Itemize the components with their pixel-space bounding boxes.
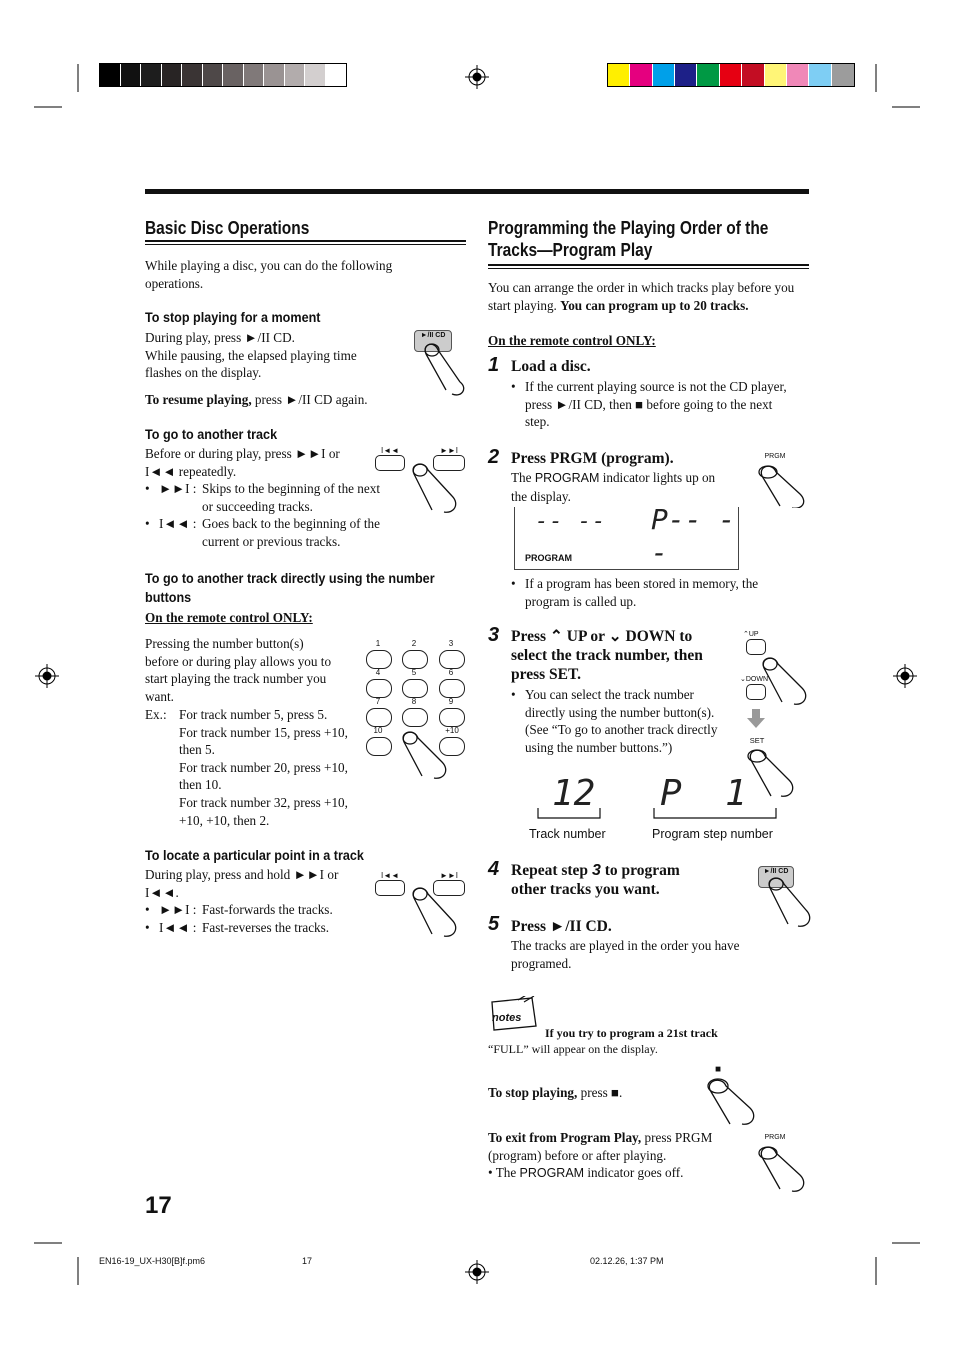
example-2 (145, 724, 350, 759)
heading-number-buttons: To go to another track directly using the number buttons (145, 570, 435, 605)
program-word: PROGRAM (519, 1166, 585, 1180)
locate-bullets (145, 901, 385, 936)
key-label: 4 (375, 668, 381, 677)
color-swatch (100, 64, 121, 86)
resume-text (145, 391, 368, 409)
color-swatch (608, 64, 630, 86)
stop-rest: press ■. (577, 1085, 623, 1100)
resume-bold: To resume playing, (145, 392, 252, 407)
text-b: indicator lights up on the display. (511, 470, 716, 504)
bullet-symbol: I◄◄ : (159, 919, 197, 935)
list-item: • I◄◄ : Fast-reverses the tracks. (145, 919, 330, 935)
color-swatch (182, 64, 203, 86)
number-key-3[interactable] (439, 650, 465, 669)
exit-rest: press PRGM (program) before or after playing. (488, 1130, 713, 1163)
resume-rest: press ►/II CD again. (251, 392, 368, 407)
number-key-10[interactable] (366, 737, 392, 756)
color-swatch (697, 64, 719, 86)
step-heading: Press ⌃ UP or ⌄ DOWN to select the track number, then press SET. (511, 628, 703, 683)
exit-program-text (488, 1129, 738, 1164)
down-label-text: DOWN (745, 676, 769, 683)
program-indicator: PROGRAM (525, 553, 572, 563)
head-b: to program other tracks you want. (511, 862, 680, 898)
step-number: 3 (488, 624, 500, 646)
up-button[interactable] (746, 639, 766, 655)
step5-text: The tracks are played in the order you have programed. (511, 938, 740, 971)
page-number: 17 (145, 1192, 172, 1219)
head-num: 3 (591, 862, 601, 879)
intro-bold: You can program up to 20 tracks. (560, 297, 749, 313)
step2-bullet: • If a program has been stored in memory, the program is called up. (511, 575, 796, 610)
display-panel (514, 503, 739, 570)
finger-press-icon (418, 340, 472, 398)
list-item: • ►►I : Fast-forwards the tracks. (145, 902, 333, 917)
step-heading: Press PRGM (program). (511, 450, 674, 467)
color-swatch (141, 64, 162, 86)
number-key-4[interactable] (366, 679, 392, 698)
bullet-b: indicator goes off. (584, 1165, 684, 1180)
key-label: 10 (373, 726, 383, 735)
step-heading: Load a disc. (511, 358, 591, 375)
number-buttons-text: Pressing the number button(s) before or during play allows you to start playing the track number you want. (145, 636, 332, 704)
footer-date: 02.12.26, 1:37 PM (590, 1256, 664, 1266)
color-swatch (121, 64, 142, 86)
example-3-text: For track number 20, press +10, then 10. (179, 759, 348, 793)
program-step-display: P 1 (660, 773, 747, 814)
step-heading (511, 861, 716, 899)
prgm-label: PRGM (764, 1134, 786, 1141)
example-4-text: For track number 32, press +10, +10, +10, then 2. (179, 794, 348, 828)
color-swatch (809, 64, 831, 86)
title-underline (145, 240, 466, 245)
next-label: ►►I (439, 871, 459, 880)
stop-text (145, 329, 395, 382)
number-key-6[interactable] (439, 679, 465, 698)
color-swatch (787, 64, 809, 86)
number-key-1[interactable] (366, 650, 392, 669)
title-underline (488, 264, 809, 269)
color-swatch (223, 64, 244, 86)
color-swatch (203, 64, 224, 86)
finger-press-icon (408, 886, 464, 938)
key-label: 3 (448, 639, 454, 648)
number-key-7[interactable] (366, 708, 392, 727)
prgm-button[interactable] (756, 1143, 810, 1193)
key-label: 8 (411, 697, 417, 706)
stop-p1: During play, press ►/II CD. (145, 330, 295, 345)
color-swatch (675, 64, 697, 86)
color-swatch (285, 64, 306, 86)
prev-label: I◄◄ (380, 871, 400, 880)
cd-button-label: ►/II CD (420, 332, 446, 339)
program-intro (488, 279, 804, 314)
bullet-text: You can select the track number directly using the number button(s). (See “To go to another track directly using the number buttons.”) (525, 687, 718, 755)
text-a: The (511, 470, 535, 485)
prev-label: I◄◄ (380, 446, 400, 455)
color-swatch (630, 64, 652, 86)
down-label: ⌄DOWN (740, 676, 769, 683)
section-title-program-1: Programming the Playing Order of the (488, 218, 769, 238)
color-swatch (765, 64, 787, 86)
key-label: 5 (411, 668, 417, 677)
bullet-a: The (495, 1165, 520, 1180)
grayscale-bar (99, 63, 347, 87)
heading-stop: To stop playing for a moment (145, 309, 321, 325)
cd-button-label: ►/II CD (763, 868, 789, 875)
color-bar (607, 63, 855, 87)
next-label: ►►I (439, 446, 459, 455)
color-swatch (742, 64, 764, 86)
up-label: ⌃UP (743, 631, 759, 638)
set-button[interactable] (745, 746, 801, 800)
bullet-text: Fast-reverses the tracks. (202, 919, 330, 935)
down-arrow-icon (747, 709, 765, 729)
color-swatch (244, 64, 265, 86)
example-2-text: For track number 15, press +10, then 5. (179, 724, 348, 758)
example-1: For track number 5, press 5. (179, 707, 328, 722)
step-number: 5 (488, 913, 500, 935)
section-title-program-2: Tracks—Program Play (488, 240, 653, 260)
intro-text: While playing a disc, you can do the following operations. (145, 258, 393, 291)
notes-text: “FULL” will appear on the display. (488, 1042, 658, 1056)
number-key-5[interactable] (402, 679, 428, 698)
list-item: • I◄◄ : Goes back to the beginning of the current or previous tracks. (145, 515, 385, 550)
locate-text: During play, press and hold ►►I or I◄◄. (145, 867, 339, 900)
step2-text (511, 469, 731, 505)
bullet-text: Skips to the beginning of the next or succeeding tracks. (202, 481, 381, 514)
bullet-text: If the current playing source is not the CD player, press ►/II CD, then ■ before going to the next step. (525, 379, 787, 430)
heading-another-track: To go to another track (145, 426, 278, 442)
step-heading: Press ►/II CD. (511, 918, 612, 935)
key-label: 2 (411, 639, 417, 648)
display-left: -- -- (535, 509, 607, 534)
color-swatch (162, 64, 183, 86)
step3-bullet: • You can select the track number directly using the number button(s). (See “To go to another track directly using the number buttons.”) (511, 686, 726, 756)
bullet-text: Fast-forwards the tracks. (202, 902, 333, 917)
footer-page: 17 (302, 1256, 313, 1266)
track-number-display: 12 (552, 773, 596, 814)
key-label: 1 (375, 639, 381, 648)
stop-label: ■ (714, 1064, 722, 1075)
finger-press-icon (764, 876, 816, 930)
set-label: SET (749, 736, 765, 745)
prgm-label: PRGM (764, 453, 786, 460)
head-a: Repeat step (511, 862, 592, 879)
stop-playing-text (488, 1084, 622, 1102)
notes-icon-text: notes (492, 1012, 522, 1024)
example-4 (145, 794, 350, 829)
notes-title: If you try to program a 21st track (545, 1026, 718, 1040)
list-item: • ►►I : Skips to the beginning of the next or succeeding tracks. (145, 480, 385, 515)
display-right: P-- -- (651, 503, 736, 569)
color-swatch (832, 64, 854, 86)
number-key-8[interactable] (402, 708, 428, 727)
color-swatch (305, 64, 326, 86)
bullet-text: Goes back to the beginning of the current or previous tracks. (202, 516, 380, 549)
step-number: 2 (488, 446, 500, 468)
step-number: 1 (488, 354, 500, 376)
finger-press-icon (408, 462, 464, 514)
up-label-text: UP (748, 631, 759, 638)
example-3 (145, 759, 350, 794)
another-track-bullets (145, 480, 385, 550)
program-step-caption: Program step number (652, 827, 773, 841)
step-number: 4 (488, 858, 500, 880)
number-key-2[interactable] (402, 650, 428, 669)
heading-locate-point: To locate a particular point in a track (145, 847, 364, 863)
another-track-text: Before or during play, press ►►I or I◄◄ repeatedly. (145, 446, 340, 479)
bullet-symbol: ►►I : (159, 481, 197, 496)
top-rule (145, 189, 809, 194)
color-swatch (326, 64, 347, 86)
stop-button[interactable] (704, 1076, 760, 1126)
bullet-text: If a program has been stored in memory, the program is called up. (525, 576, 759, 609)
track-number-caption: Track number (529, 827, 606, 841)
step1-bullet: • If the current playing source is not the CD player, press ►/II CD, then ■ before going to the next step. (511, 378, 796, 431)
bullet-symbol: ►►I : (159, 902, 197, 917)
section-title-basic: Basic Disc Operations (145, 218, 310, 238)
examples (145, 706, 350, 829)
prev-track-button[interactable] (375, 455, 405, 471)
ex-label: Ex.: (145, 707, 167, 722)
finger-press-icon (758, 656, 812, 706)
key-label: 7 (375, 697, 381, 706)
exit-bold: To exit from Program Play, (488, 1130, 642, 1145)
example-row (145, 706, 350, 724)
remote-only-label: On the remote control ONLY: (145, 610, 313, 625)
key-label: 6 (448, 668, 454, 677)
stop-bold: To stop playing, (488, 1085, 578, 1100)
key-label: 9 (448, 697, 454, 706)
display-brackets (536, 808, 786, 820)
footer-file: EN16-19_UX-H30[B]f.pm6 (99, 1256, 206, 1266)
program-word: PROGRAM (534, 471, 600, 485)
intro-plain: You can arrange the order in which tracks play before you start playing. (488, 280, 795, 313)
finger-press-icon (398, 730, 454, 780)
remote-only-label: On the remote control ONLY: (488, 333, 656, 348)
color-swatch (720, 64, 742, 86)
color-swatch (653, 64, 675, 86)
rewind-button[interactable] (375, 880, 405, 896)
stop-p2: While pausing, the elapsed playing time flashes on the display. (145, 347, 357, 381)
key-label: +10 (445, 726, 459, 735)
bullet-symbol: I◄◄ : (159, 516, 197, 532)
prgm-button[interactable] (756, 462, 810, 508)
color-swatch (264, 64, 285, 86)
number-key-9[interactable] (439, 708, 465, 727)
exit-bullet: • The PROGRAM indicator goes off. (488, 1165, 684, 1180)
